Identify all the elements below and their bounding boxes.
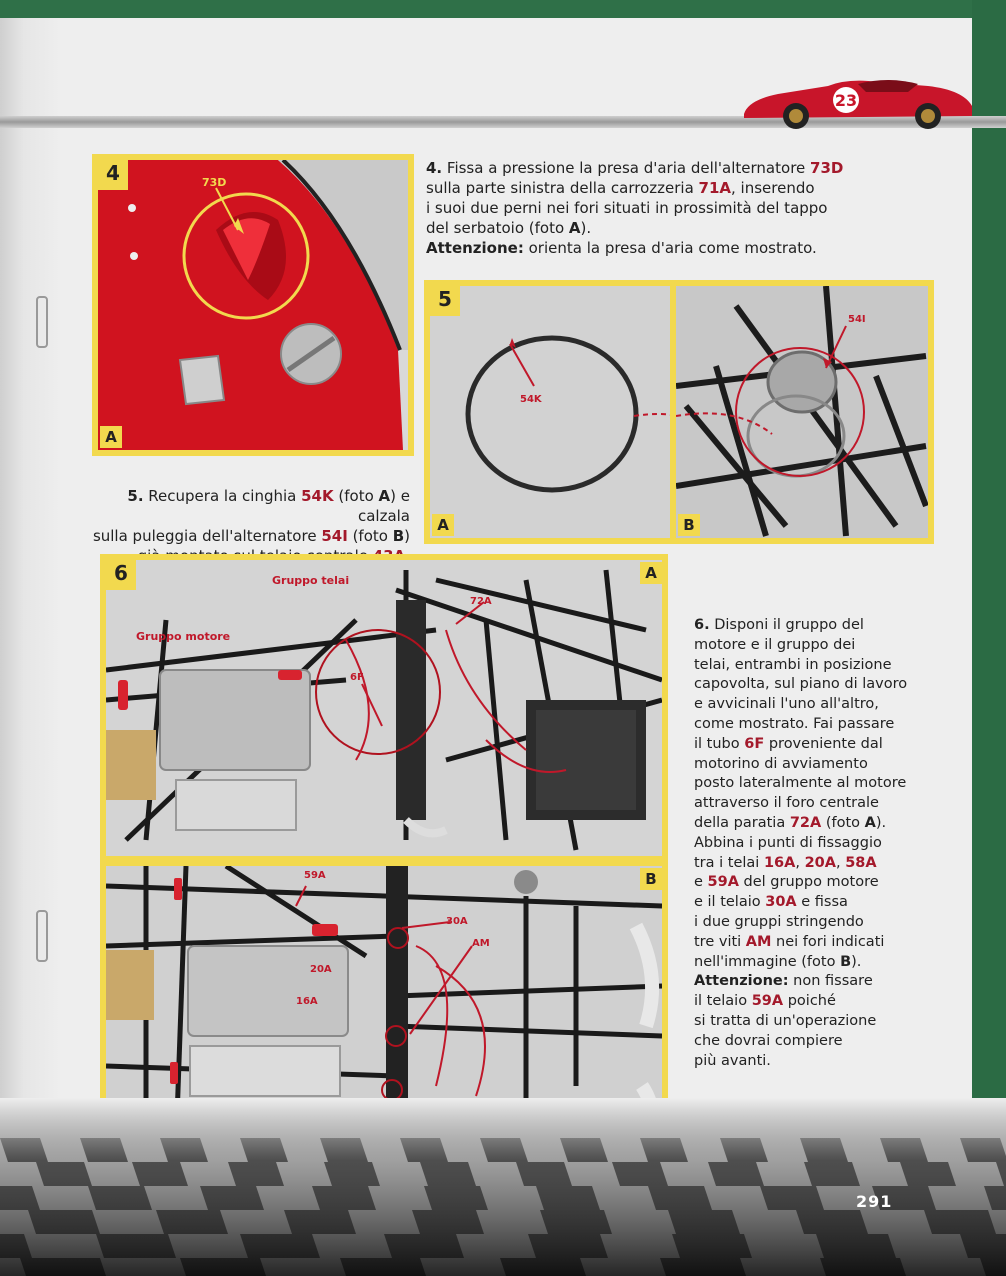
step6-text-line [694,715,934,735]
step6-photos [100,554,668,1166]
step5-text-span: ) [404,527,410,545]
step6-text-span: nei fori indicati [771,933,885,950]
step5-text-span: sulla puleggia dell'alternatore [92,527,322,545]
step6-text-span: della paratia [694,814,790,831]
step6-text-line [694,992,934,1012]
checkered-background [0,1098,1006,1276]
part-ref: 6F [744,735,765,752]
step6-text-line [694,913,934,933]
photo-ref-a: A [568,219,581,237]
part-54i: 54I [321,527,348,545]
binding-staple-icon [36,910,48,962]
step6-text-span: e fissa [796,894,848,911]
step4-photo-art [98,160,408,450]
step6-text-span: motorino di avviamento [694,755,868,772]
step4-text-span: sulla parte sinistra della carrozzeria [426,179,699,197]
step6-number: 6. [694,617,710,633]
step6-text-span: Disponi il gruppo del [709,617,864,633]
step6-text-span: i due gruppi stringendo [694,913,864,930]
step5-callout-54k: 54K [520,394,542,405]
step4-badge: 4 [98,160,128,190]
step4-callout-73d: 73D [202,176,227,189]
step6-text-span: Abbina i punti di fissaggio [694,834,882,851]
step4-text-line: i suoi due perni nei fori situati in prossimità del tappo [426,199,828,217]
step6-text-span: come mostrato. Fai passare [694,715,895,732]
step6-callout-72a: 72A [470,596,492,607]
step6-callout-6f: 6F [350,672,364,683]
step6-text-span: il tubo [694,735,745,752]
step6-text-span: e il telaio [694,894,766,911]
step5-photos [424,280,934,544]
step4-number: 4. [426,159,443,177]
step6-text-line [694,755,934,775]
step6-text-span: e avvicinali l'uno all'altro, [694,696,879,713]
step6-text-span: che dovrai compiere [694,1032,843,1049]
step6-photo-letter-b: B [640,868,662,890]
step6-text-line [694,854,934,874]
step5-text-span: (foto [333,487,379,505]
part-71a: 71A [698,179,732,197]
step6-text-line [694,834,934,854]
part-ref: 16A [763,854,796,871]
label-gruppo-motore: Gruppo motore [136,630,231,643]
photo-ref-b: B [392,527,405,545]
step6-text-span: ). [851,953,862,970]
step6-text-span: tra i telai [694,854,764,871]
step4-text-span: Fissa a pressione la presa d'aria dell'alternatore [442,159,811,177]
step6-callout-30a: 30A [446,916,468,927]
step6-text-line [694,636,934,656]
step6-text-line [694,1012,934,1032]
step6-text-span: più avanti. [694,1052,771,1069]
step6-text-line [694,1052,934,1072]
step6-text-span: si tratta di un'operazione [694,1012,877,1029]
step6-text [694,616,934,1071]
step6-text-span: non fissare [788,973,873,990]
step6-text-span: e [694,874,708,891]
step5-photo-letter-b: B [678,514,700,536]
bold-ref: Attenzione: [694,973,789,990]
step4-warning-text: orienta la presa d'aria come mostrato. [523,239,817,257]
svg-text:23: 23 [834,91,858,110]
step4-warning-label: Attenzione: [426,239,524,257]
part-73d: 73D [810,159,844,177]
step6-text-line [694,1032,934,1052]
step6-text-line [694,794,934,814]
step6-callout-16a: 16A [296,996,318,1007]
step6-callout-59a: 59A [304,870,326,881]
step6-text-span: motore e il gruppo dei [694,636,856,653]
step6-text-line [694,873,934,893]
step6-text-line [694,933,934,953]
step6-text-line [694,695,934,715]
part-ref: 58A [845,854,877,871]
bold-ref: A [864,814,876,831]
step6-text-line [694,675,934,695]
step4-text-span: ). [580,219,592,237]
part-ref: 59A [707,874,739,891]
step6-text-span: , [835,854,846,871]
part-54k: 54K [301,487,334,505]
step5-number: 5. [127,487,144,505]
step6-text-line [694,774,934,794]
step5-photo-b [676,286,928,538]
step6-text-line [694,735,934,755]
step6-text-span: (foto [821,814,865,831]
step6-text-line [694,893,934,913]
bold-ref: B [840,953,852,970]
step5-text-span: (foto [347,527,393,545]
step5-callout-54i: 54I [848,314,866,325]
step6-text-line [694,656,934,676]
step6-text-line [694,972,934,992]
part-ref: 72A [789,814,822,831]
step6-text-span: ). [875,814,887,831]
step6-text-line [694,616,934,636]
step6-text-span: posto lateralmente al motore [694,775,907,792]
step4-text [426,158,846,258]
step6-photo-a [106,560,662,856]
step4-photo-letter: A [100,426,122,448]
step6-text-span: del gruppo motore [738,874,879,891]
step4-text-span: , inserendo [731,179,815,197]
step6-callout-20a: 20A [310,964,332,975]
step6-photo-letter-a: A [640,562,662,584]
step5-photo-letter-a: A [432,514,454,536]
step6-text-span: il telaio [694,993,752,1010]
step5-text-span: ) e calzala [357,487,410,525]
part-ref: 59A [751,993,784,1010]
part-ref: 30A [765,894,797,911]
photo-ref-a: A [378,487,391,505]
page-number: 291 [856,1192,893,1211]
step6-text-span: poiché [783,993,836,1010]
binding-staple-icon [36,296,48,348]
step5-photo-a [430,286,670,538]
step6-text-line [694,814,934,834]
checkered-floor-art [0,1098,1006,1276]
step5-text-span: Recupera la cinghia [143,487,302,505]
step6-text-span: , [795,854,805,871]
race-car-icon [738,70,978,130]
step4-text-span: del serbatoio (foto [426,219,569,237]
background-mat [0,0,1006,18]
step6-badge: 6 [106,560,136,590]
step6-callout-am: AM [472,938,490,949]
label-gruppo-telai: Gruppo telai [272,574,350,587]
step6-text-span: tre viti [694,933,746,950]
step6-text-span: capovolta, sul piano di lavoro [694,676,908,693]
part-ref: 20A [804,854,836,871]
step6-text-span: proveniente dal [764,735,883,752]
step4-photo [92,154,414,456]
step6-text-span: telai, entrambi in posizione [694,656,892,673]
background-mat-right [972,0,1006,1276]
step6-text-line [694,953,934,973]
step6-text-span: nell'immagine (foto [694,953,841,970]
step5-badge: 5 [430,286,460,316]
part-ref: AM [745,933,772,950]
step6-text-span: attraverso il foro centrale [694,795,879,812]
